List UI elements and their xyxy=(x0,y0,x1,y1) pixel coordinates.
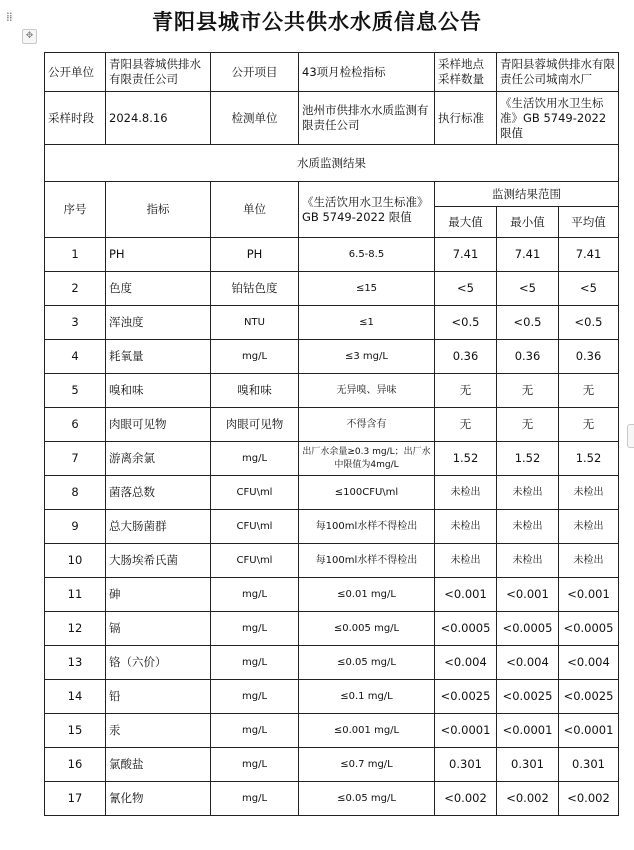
cell-no: 10 xyxy=(45,544,106,578)
info-label-period: 采样时段 xyxy=(45,92,106,145)
page-title: 青阳县城市公共供水水质信息公告 xyxy=(152,10,482,34)
header-row-1 xyxy=(45,182,619,207)
cell-avg: <0.001 xyxy=(559,578,619,612)
cell-min: 0.301 xyxy=(497,748,559,782)
cell-standard: 6.5-8.5 xyxy=(299,238,435,272)
cell-min: <5 xyxy=(497,272,559,306)
cell-unit: 肉眼可见物 xyxy=(211,408,299,442)
header-unit: 单位 xyxy=(211,182,299,238)
cell-standard: ≤0.7 mg/L xyxy=(299,748,435,782)
table-row xyxy=(45,306,619,340)
section-title: 水质监测结果 xyxy=(45,145,619,182)
info-label-project: 公开项目 xyxy=(211,53,299,92)
cell-unit: mg/L xyxy=(211,612,299,646)
cell-min: <0.001 xyxy=(497,578,559,612)
cell-unit: CFU\ml xyxy=(211,544,299,578)
info-value-standard: 《生活饮用水卫生标准》GB 5749-2022 限值 xyxy=(497,92,619,145)
cell-avg: 无 xyxy=(559,408,619,442)
cell-no: 17 xyxy=(45,782,106,816)
cell-standard: ≤0.001 mg/L xyxy=(299,714,435,748)
cell-min: 未检出 xyxy=(497,510,559,544)
cell-no: 14 xyxy=(45,680,106,714)
cell-max: <0.001 xyxy=(435,578,497,612)
info-row-2 xyxy=(45,92,619,145)
cell-unit: mg/L xyxy=(211,748,299,782)
cell-no: 3 xyxy=(45,306,106,340)
cell-no: 15 xyxy=(45,714,106,748)
cell-standard: ≤1 xyxy=(299,306,435,340)
cell-unit: mg/L xyxy=(211,714,299,748)
info-label-publisher: 公开单位 xyxy=(45,53,106,92)
data-rows xyxy=(45,238,619,816)
cell-avg: 未检出 xyxy=(559,510,619,544)
cell-min: 1.52 xyxy=(497,442,559,476)
cell-avg: <0.0001 xyxy=(559,714,619,748)
cell-max: <0.0005 xyxy=(435,612,497,646)
cell-max: <5 xyxy=(435,272,497,306)
table-row xyxy=(45,748,619,782)
cell-avg: <0.0025 xyxy=(559,680,619,714)
cell-indicator: 铅 xyxy=(106,680,211,714)
cell-avg: 未检出 xyxy=(559,476,619,510)
cell-indicator: 色度 xyxy=(106,272,211,306)
cell-max: 未检出 xyxy=(435,510,497,544)
info-label-lab: 检测单位 xyxy=(211,92,299,145)
cell-avg: 0.301 xyxy=(559,748,619,782)
water-quality-table xyxy=(44,52,619,816)
table-row xyxy=(45,680,619,714)
cell-max: 无 xyxy=(435,374,497,408)
table-row xyxy=(45,578,619,612)
cell-standard: ≤0.005 mg/L xyxy=(299,612,435,646)
cell-no: 5 xyxy=(45,374,106,408)
cell-indicator: 氰化物 xyxy=(106,782,211,816)
drag-handle-icon[interactable]: ⁞⁞ xyxy=(6,10,12,24)
table-row xyxy=(45,646,619,680)
table-row xyxy=(45,374,619,408)
cell-unit: mg/L xyxy=(211,578,299,612)
table-row xyxy=(45,510,619,544)
table-row xyxy=(45,442,619,476)
header-avg: 平均值 xyxy=(559,207,619,238)
cell-standard: 每100ml水样不得检出 xyxy=(299,544,435,578)
cell-unit: 铂钴色度 xyxy=(211,272,299,306)
cell-unit: mg/L xyxy=(211,646,299,680)
cell-unit: CFU\ml xyxy=(211,476,299,510)
table-row xyxy=(45,612,619,646)
cell-standard: ≤3 mg/L xyxy=(299,340,435,374)
cell-indicator: 嗅和味 xyxy=(106,374,211,408)
cell-indicator: 菌落总数 xyxy=(106,476,211,510)
header-indicator: 指标 xyxy=(106,182,211,238)
cell-standard: ≤0.05 mg/L xyxy=(299,782,435,816)
cell-avg: <0.0005 xyxy=(559,612,619,646)
header-range: 监测结果范围 xyxy=(435,182,619,207)
table-row xyxy=(45,476,619,510)
cell-standard: ≤0.1 mg/L xyxy=(299,680,435,714)
cell-max: <0.5 xyxy=(435,306,497,340)
cell-min: <0.5 xyxy=(497,306,559,340)
cell-no: 4 xyxy=(45,340,106,374)
cell-no: 8 xyxy=(45,476,106,510)
info-value-sampling-site: 青阳县蓉城供排水有限责任公司城南水厂 xyxy=(497,53,619,92)
table-row xyxy=(45,544,619,578)
cell-unit: CFU\ml xyxy=(211,510,299,544)
cell-indicator: 氯酸盐 xyxy=(106,748,211,782)
cell-avg: <5 xyxy=(559,272,619,306)
cell-max: 无 xyxy=(435,408,497,442)
cell-min: <0.002 xyxy=(497,782,559,816)
cell-avg: <0.004 xyxy=(559,646,619,680)
header-no: 序号 xyxy=(45,182,106,238)
cell-avg: <0.5 xyxy=(559,306,619,340)
cell-max: 0.36 xyxy=(435,340,497,374)
cell-avg: 7.41 xyxy=(559,238,619,272)
cell-unit: mg/L xyxy=(211,340,299,374)
cell-min: 7.41 xyxy=(497,238,559,272)
cell-no: 2 xyxy=(45,272,106,306)
cell-max: 0.301 xyxy=(435,748,497,782)
cell-indicator: 大肠埃希氏菌 xyxy=(106,544,211,578)
info-value-project: 43项月检检指标 xyxy=(299,53,435,92)
cell-standard: ≤0.01 mg/L xyxy=(299,578,435,612)
cell-standard: 无异嗅、异味 xyxy=(299,374,435,408)
section-title-row xyxy=(45,145,619,182)
cell-indicator: 汞 xyxy=(106,714,211,748)
info-label-sampling-site: 采样地点 采样数量 xyxy=(435,53,497,92)
table-row xyxy=(45,408,619,442)
cell-indicator: 游离余氯 xyxy=(106,442,211,476)
header-min: 最小值 xyxy=(497,207,559,238)
right-resize-handle[interactable] xyxy=(627,424,634,448)
cell-max: 7.41 xyxy=(435,238,497,272)
cell-avg: 未检出 xyxy=(559,544,619,578)
cell-no: 16 xyxy=(45,748,106,782)
table-row xyxy=(45,782,619,816)
cell-min: 未检出 xyxy=(497,544,559,578)
cell-unit: 嗅和味 xyxy=(211,374,299,408)
cell-indicator: 铬（六价） xyxy=(106,646,211,680)
cell-min: 无 xyxy=(497,408,559,442)
cell-standard: ≤15 xyxy=(299,272,435,306)
cell-no: 13 xyxy=(45,646,106,680)
cell-avg: <0.002 xyxy=(559,782,619,816)
cell-unit: mg/L xyxy=(211,680,299,714)
cell-standard: 不得含有 xyxy=(299,408,435,442)
cell-min: 无 xyxy=(497,374,559,408)
cell-no: 7 xyxy=(45,442,106,476)
cell-unit: PH xyxy=(211,238,299,272)
cell-min: <0.0025 xyxy=(497,680,559,714)
table-move-icon[interactable]: ✥ xyxy=(22,29,37,44)
cell-standard: ≤0.05 mg/L xyxy=(299,646,435,680)
cell-max: <0.004 xyxy=(435,646,497,680)
cell-indicator: 耗氧量 xyxy=(106,340,211,374)
cell-no: 1 xyxy=(45,238,106,272)
table-row xyxy=(45,272,619,306)
table-row xyxy=(45,714,619,748)
cell-min: <0.004 xyxy=(497,646,559,680)
cell-standard: 出厂水余量≥0.3 mg/L；出厂水中限值为4mg/L xyxy=(299,442,435,476)
cell-standard: ≤100CFU\ml xyxy=(299,476,435,510)
info-value-publisher: 青阳县蓉城供排水有限责任公司 xyxy=(106,53,211,92)
cell-standard: 每100ml水样不得检出 xyxy=(299,510,435,544)
info-value-lab: 池州市供排水水质监测有限责任公司 xyxy=(299,92,435,145)
cell-max: <0.0001 xyxy=(435,714,497,748)
info-value-period: 2024.8.16 xyxy=(106,92,211,145)
header-standard: 《生活饮用水卫生标准》GB 5749-2022 限值 xyxy=(299,182,435,238)
cell-max: <0.0025 xyxy=(435,680,497,714)
cell-avg: 0.36 xyxy=(559,340,619,374)
cell-unit: NTU xyxy=(211,306,299,340)
cell-max: 1.52 xyxy=(435,442,497,476)
cell-no: 11 xyxy=(45,578,106,612)
cell-indicator: 砷 xyxy=(106,578,211,612)
cell-no: 6 xyxy=(45,408,106,442)
cell-no: 12 xyxy=(45,612,106,646)
cell-min: <0.0005 xyxy=(497,612,559,646)
cell-min: <0.0001 xyxy=(497,714,559,748)
table-row xyxy=(45,238,619,272)
cell-min: 0.36 xyxy=(497,340,559,374)
cell-min: 未检出 xyxy=(497,476,559,510)
header-max: 最大值 xyxy=(435,207,497,238)
cell-max: 未检出 xyxy=(435,476,497,510)
cell-max: <0.002 xyxy=(435,782,497,816)
cell-indicator: 总大肠菌群 xyxy=(106,510,211,544)
cell-unit: mg/L xyxy=(211,442,299,476)
table-row xyxy=(45,340,619,374)
cell-no: 9 xyxy=(45,510,106,544)
info-label-standard: 执行标准 xyxy=(435,92,497,145)
cell-indicator: PH xyxy=(106,238,211,272)
cell-indicator: 浑浊度 xyxy=(106,306,211,340)
cell-avg: 无 xyxy=(559,374,619,408)
cell-max: 未检出 xyxy=(435,544,497,578)
info-row-1 xyxy=(45,53,619,92)
cell-indicator: 镉 xyxy=(106,612,211,646)
cell-indicator: 肉眼可见物 xyxy=(106,408,211,442)
cell-unit: mg/L xyxy=(211,782,299,816)
cell-avg: 1.52 xyxy=(559,442,619,476)
